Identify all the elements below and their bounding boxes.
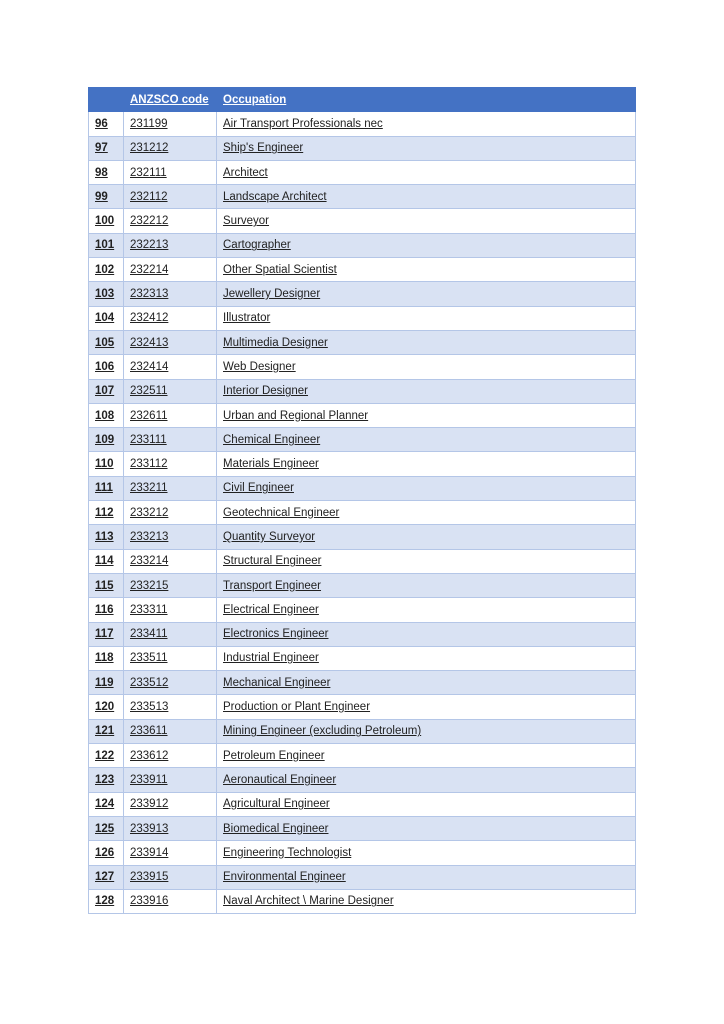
table-cell xyxy=(124,306,217,330)
table-row xyxy=(89,792,636,816)
row-number[interactable]: 124 xyxy=(95,798,115,811)
table-cell xyxy=(124,719,217,743)
occupation-link[interactable]: Architect xyxy=(223,166,268,179)
occupation-link[interactable]: Biomedical Engineer xyxy=(223,822,329,835)
table-row xyxy=(89,525,636,549)
anzsco-code-link[interactable]: 233215 xyxy=(130,579,169,592)
table-cell xyxy=(89,744,124,768)
table-row xyxy=(89,622,636,646)
occupation-link[interactable]: Mechanical Engineer xyxy=(223,676,331,689)
row-number[interactable]: 110 xyxy=(95,458,114,471)
table-cell xyxy=(124,428,217,452)
table-cell xyxy=(217,865,636,889)
table-cell xyxy=(217,403,636,427)
table-cell xyxy=(89,865,124,889)
table-header-row xyxy=(89,88,636,112)
row-number[interactable]: 128 xyxy=(95,895,115,908)
occupation-link[interactable]: Illustrator xyxy=(223,312,271,325)
row-number[interactable]: 126 xyxy=(95,846,115,859)
table-cell xyxy=(89,792,124,816)
row-number[interactable]: 121 xyxy=(95,725,115,738)
occupation-link[interactable]: Materials Engineer xyxy=(223,458,319,471)
table-row xyxy=(89,671,636,695)
anzsco-code-link[interactable]: 233513 xyxy=(130,701,169,714)
table-cell xyxy=(89,355,124,379)
table-row xyxy=(89,233,636,257)
table-cell xyxy=(89,209,124,233)
table-cell xyxy=(124,889,217,913)
table-row xyxy=(89,136,636,160)
occupation-link[interactable]: Industrial Engineer xyxy=(223,652,319,665)
anzsco-code-link[interactable]: 232111 xyxy=(130,166,167,179)
table-cell xyxy=(89,816,124,840)
table-cell xyxy=(217,501,636,525)
table-row xyxy=(89,330,636,354)
anzsco-code-link[interactable]: 233916 xyxy=(130,895,169,908)
table-cell xyxy=(217,646,636,670)
anzsco-code-link[interactable]: 232414 xyxy=(130,360,169,373)
table-cell xyxy=(124,355,217,379)
row-number[interactable]: 127 xyxy=(95,871,115,884)
table-row xyxy=(89,549,636,573)
table-cell xyxy=(124,816,217,840)
table-row xyxy=(89,573,636,597)
occupation-link[interactable]: Air Transport Professionals nec xyxy=(223,117,383,130)
table-cell xyxy=(124,865,217,889)
table-cell xyxy=(217,476,636,500)
table-cell xyxy=(89,258,124,282)
table-row xyxy=(89,160,636,184)
table-cell xyxy=(89,671,124,695)
anzsco-code-link[interactable]: 232313 xyxy=(130,288,169,301)
table-cell xyxy=(124,501,217,525)
row-number[interactable]: 113 xyxy=(95,530,114,543)
anzsco-code-link[interactable]: 233111 xyxy=(130,433,167,446)
header-number xyxy=(89,88,124,112)
table-cell xyxy=(217,573,636,597)
occupation-table xyxy=(88,87,636,914)
table-cell xyxy=(124,646,217,670)
table-cell xyxy=(217,744,636,768)
occupation-link[interactable]: Naval Architect \ Marine Designer xyxy=(223,895,394,908)
table-cell xyxy=(217,816,636,840)
table-cell xyxy=(124,209,217,233)
anzsco-code-link[interactable]: 232611 xyxy=(130,409,168,422)
table-row xyxy=(89,501,636,525)
table-cell xyxy=(89,136,124,160)
anzsco-code-link[interactable]: 233213 xyxy=(130,530,169,543)
anzsco-code-link[interactable]: 232413 xyxy=(130,336,169,349)
table-cell xyxy=(89,330,124,354)
occupation-link[interactable]: Quantity Surveyor xyxy=(223,530,316,543)
row-number[interactable]: 99 xyxy=(95,190,108,203)
table-cell xyxy=(217,525,636,549)
table-cell xyxy=(124,233,217,257)
table-row xyxy=(89,452,636,476)
table-cell xyxy=(89,112,124,136)
table-row xyxy=(89,209,636,233)
occupation-link[interactable]: Cartographer xyxy=(223,239,291,252)
anzsco-code-link[interactable]: 233311 xyxy=(130,603,168,616)
table-cell xyxy=(124,330,217,354)
row-number[interactable]: 119 xyxy=(95,676,114,689)
table-row xyxy=(89,889,636,913)
anzsco-code-link[interactable]: 233913 xyxy=(130,822,169,835)
occupation-link[interactable]: Landscape Architect xyxy=(223,190,327,203)
table-cell xyxy=(124,598,217,622)
table-cell xyxy=(217,209,636,233)
row-number[interactable]: 120 xyxy=(95,701,115,714)
anzsco-code-link[interactable]: 233612 xyxy=(130,749,169,762)
table-cell xyxy=(217,841,636,865)
row-number[interactable]: 101 xyxy=(95,239,115,252)
table-row xyxy=(89,476,636,500)
occupation-link[interactable]: Web Designer xyxy=(223,360,296,373)
row-number[interactable]: 100 xyxy=(95,215,115,228)
table-cell xyxy=(124,379,217,403)
table-cell xyxy=(89,501,124,525)
table-cell xyxy=(124,185,217,209)
table-row xyxy=(89,112,636,136)
table-row xyxy=(89,306,636,330)
table-cell xyxy=(124,744,217,768)
row-number[interactable]: 109 xyxy=(95,433,115,446)
table-cell xyxy=(89,768,124,792)
table-row xyxy=(89,695,636,719)
table-cell xyxy=(217,185,636,209)
table-cell xyxy=(217,671,636,695)
table-cell xyxy=(217,282,636,306)
table-row xyxy=(89,185,636,209)
row-number[interactable]: 115 xyxy=(95,579,114,592)
table-cell xyxy=(124,112,217,136)
table-cell xyxy=(217,695,636,719)
table-cell xyxy=(89,403,124,427)
occupation-link[interactable]: Ship's Engineer xyxy=(223,142,304,155)
table-cell xyxy=(124,476,217,500)
anzsco-code-link[interactable]: 233915 xyxy=(130,871,169,884)
occupation-link[interactable]: Electronics Engineer xyxy=(223,628,329,641)
table-cell xyxy=(217,306,636,330)
table-cell xyxy=(89,549,124,573)
anzsco-code-link[interactable]: 231212 xyxy=(130,142,169,155)
table-cell xyxy=(217,379,636,403)
row-number[interactable]: 98 xyxy=(95,166,108,179)
table-row xyxy=(89,841,636,865)
occupation-link[interactable]: Environmental Engineer xyxy=(223,871,346,884)
table-cell xyxy=(89,889,124,913)
row-number[interactable]: 117 xyxy=(95,628,114,641)
anzsco-code-link[interactable]: 233212 xyxy=(130,506,169,519)
table-cell xyxy=(89,233,124,257)
table-cell xyxy=(217,719,636,743)
anzsco-code-link[interactable]: 233611 xyxy=(130,725,168,738)
row-number[interactable]: 103 xyxy=(95,288,115,301)
anzsco-code-link[interactable]: 233112 xyxy=(130,458,168,471)
occupation-link[interactable]: Geotechnical Engineer xyxy=(223,506,340,519)
table-cell xyxy=(217,792,636,816)
anzsco-code-link[interactable]: 232112 xyxy=(130,190,168,203)
table-cell xyxy=(89,379,124,403)
row-number[interactable]: 122 xyxy=(95,749,115,762)
table-row xyxy=(89,258,636,282)
anzsco-code-link[interactable]: 233914 xyxy=(130,846,169,859)
table-cell xyxy=(217,889,636,913)
row-number[interactable]: 112 xyxy=(95,506,114,519)
table-cell xyxy=(217,112,636,136)
row-number[interactable]: 114 xyxy=(95,555,114,568)
row-number[interactable]: 104 xyxy=(95,312,115,325)
table-cell xyxy=(124,841,217,865)
table-cell xyxy=(217,233,636,257)
table-cell xyxy=(217,428,636,452)
table-cell xyxy=(124,525,217,549)
table-row xyxy=(89,719,636,743)
occupation-link[interactable]: Aeronautical Engineer xyxy=(223,773,337,786)
table-row xyxy=(89,379,636,403)
table-row xyxy=(89,598,636,622)
anzsco-code-link[interactable]: 232212 xyxy=(130,215,169,228)
table-cell xyxy=(124,573,217,597)
row-number[interactable]: 118 xyxy=(95,652,114,665)
table-cell xyxy=(89,622,124,646)
table-cell xyxy=(124,671,217,695)
anzsco-code-link[interactable]: 232511 xyxy=(130,385,168,398)
table-cell xyxy=(217,330,636,354)
occupation-link[interactable]: Urban and Regional Planner xyxy=(223,409,369,422)
table-cell xyxy=(124,768,217,792)
row-number[interactable]: 125 xyxy=(95,822,115,835)
row-number[interactable]: 102 xyxy=(95,263,115,276)
anzsco-code-link[interactable]: 232412 xyxy=(130,312,169,325)
occupation-link[interactable]: Other Spatial Scientist xyxy=(223,263,337,276)
table-row xyxy=(89,282,636,306)
table-cell xyxy=(124,622,217,646)
table-cell xyxy=(89,185,124,209)
table-cell xyxy=(217,136,636,160)
occupation-link[interactable]: Jewellery Designer xyxy=(223,288,321,301)
table-cell xyxy=(89,695,124,719)
table-cell xyxy=(217,258,636,282)
occupation-link[interactable]: Interior Designer xyxy=(223,385,309,398)
table-cell xyxy=(89,282,124,306)
table-cell xyxy=(89,646,124,670)
table-cell xyxy=(89,573,124,597)
table-cell xyxy=(217,598,636,622)
occupation-link[interactable]: Petroleum Engineer xyxy=(223,749,325,762)
table-cell xyxy=(89,476,124,500)
table-cell xyxy=(217,622,636,646)
table-row xyxy=(89,816,636,840)
occupation-link[interactable]: Multimedia Designer xyxy=(223,336,328,349)
table-cell xyxy=(124,792,217,816)
table-cell xyxy=(89,525,124,549)
row-number[interactable]: 108 xyxy=(95,409,115,422)
row-number[interactable]: 105 xyxy=(95,336,115,349)
row-number[interactable]: 116 xyxy=(95,603,114,616)
table-cell xyxy=(89,598,124,622)
table-row xyxy=(89,428,636,452)
table-cell xyxy=(217,768,636,792)
row-number[interactable]: 111 xyxy=(95,482,113,495)
occupation-link[interactable]: Civil Engineer xyxy=(223,482,294,495)
table-cell xyxy=(124,549,217,573)
occupation-link[interactable]: Transport Engineer xyxy=(223,579,322,592)
table-row xyxy=(89,355,636,379)
table-cell xyxy=(124,403,217,427)
anzsco-code-link[interactable]: 233512 xyxy=(130,676,169,689)
row-number[interactable]: 106 xyxy=(95,360,115,373)
table-cell xyxy=(89,452,124,476)
anzsco-code-link[interactable]: 232214 xyxy=(130,263,169,276)
anzsco-code-link[interactable]: 233911 xyxy=(130,773,168,786)
table-cell xyxy=(217,452,636,476)
occupation-link[interactable]: Chemical Engineer xyxy=(223,433,321,446)
anzsco-code-link[interactable]: 233912 xyxy=(130,798,169,811)
occupation-link[interactable]: Production or Plant Engineer xyxy=(223,701,371,714)
header-anzsco-code: ANZSCO code xyxy=(124,88,217,112)
table-cell xyxy=(217,355,636,379)
anzsco-code-link[interactable]: 233214 xyxy=(130,555,169,568)
table-cell xyxy=(124,160,217,184)
table-row xyxy=(89,646,636,670)
table-row xyxy=(89,865,636,889)
table-cell xyxy=(124,282,217,306)
occupation-link[interactable]: Structural Engineer xyxy=(223,555,322,568)
anzsco-code-link[interactable]: 233511 xyxy=(130,652,168,665)
table-cell xyxy=(89,428,124,452)
row-number[interactable]: 96 xyxy=(95,117,108,130)
anzsco-code-link[interactable]: 232213 xyxy=(130,239,169,252)
table-cell xyxy=(89,841,124,865)
row-number[interactable]: 107 xyxy=(95,385,115,398)
table-cell xyxy=(89,719,124,743)
occupation-link[interactable]: Agricultural Engineer xyxy=(223,798,330,811)
occupation-link[interactable]: Electrical Engineer xyxy=(223,603,319,616)
anzsco-code-link[interactable]: 233411 xyxy=(130,628,168,641)
occupation-link[interactable]: Surveyor xyxy=(223,215,270,228)
table-cell xyxy=(217,549,636,573)
header-occupation: Occupation xyxy=(217,88,636,112)
row-number[interactable]: 97 xyxy=(95,142,108,155)
table-cell xyxy=(124,136,217,160)
table-row xyxy=(89,768,636,792)
row-number[interactable]: 123 xyxy=(95,773,115,786)
table-row xyxy=(89,403,636,427)
anzsco-code-link[interactable]: 233211 xyxy=(130,482,168,495)
anzsco-code-link[interactable]: 231199 xyxy=(130,117,168,130)
table-cell xyxy=(89,160,124,184)
table-cell xyxy=(124,452,217,476)
table-cell xyxy=(217,160,636,184)
table-cell xyxy=(124,258,217,282)
table-cell xyxy=(89,306,124,330)
occupation-link[interactable]: Mining Engineer (excluding Petroleum) xyxy=(223,725,422,738)
table-row xyxy=(89,744,636,768)
occupation-link[interactable]: Engineering Technologist xyxy=(223,846,352,859)
table-cell xyxy=(124,695,217,719)
